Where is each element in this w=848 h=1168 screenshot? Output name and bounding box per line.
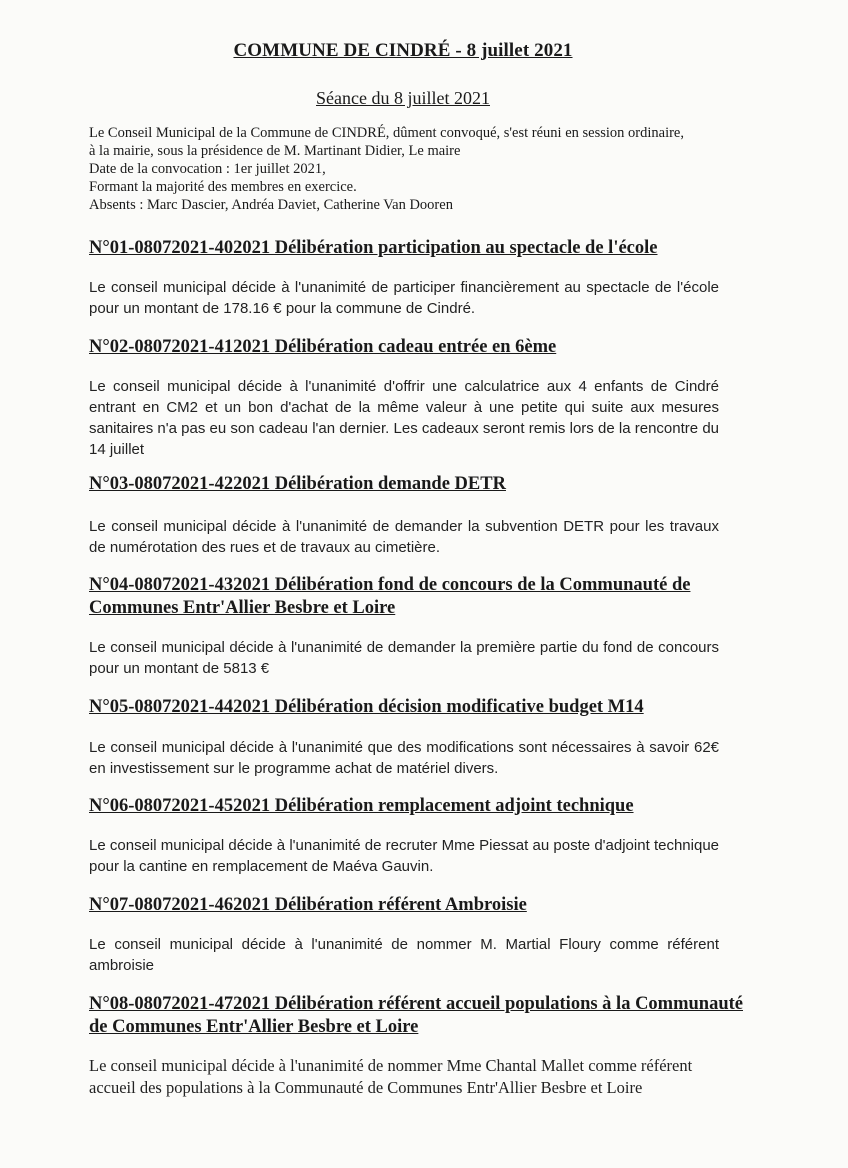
deliberation-text-05: Le conseil municipal décide à l'unanimité que des modifications sont nécessaires à savoir 62€ en investissement sur le programme achat de matériel divers.: [89, 739, 719, 777]
intro-line: Date de la convocation : 1er juillet 2021,: [89, 161, 326, 177]
deliberation-title-06: N°06-08072021-452021 Délibération remplacement adjoint technique: [89, 796, 634, 816]
deliberation-title-04: N°04-08072021-432021 Délibération fond de concours de la Communauté de Communes Entr'Allier Besbre et Loire: [89, 575, 691, 618]
deliberation-text-03: Le conseil municipal décide à l'unanimité de demander la subvention DETR pour les travaux de numérotation des rues et de travaux au cimetière.: [89, 518, 719, 556]
intro-paragraph: [89, 124, 739, 214]
deliberation-text-08: Le conseil municipal décide à l'unanimité de nommer Mme Chantal Mallet comme référent accueil des populations à la Communauté de Communes Entr'Allier Besbre et Loire: [89, 1056, 693, 1097]
session-subtitle: Séance du 8 juillet 2021: [316, 88, 490, 108]
deliberation-title-07: N°07-08072021-462021 Délibération référent Ambroisie: [89, 895, 527, 915]
deliberation-text-06: Le conseil municipal décide à l'unanimité de recruter Mme Piessat au poste d'adjoint technique pour la cantine en remplacement de Maéva Gauvin.: [89, 837, 719, 875]
deliberation-text-04: Le conseil municipal décide à l'unanimité de demander la première partie du fond de concours pour un montant de 5813 €: [89, 639, 719, 677]
deliberation-title-03: N°03-08072021-422021 Délibération demande DETR: [89, 474, 506, 494]
page-title: COMMUNE DE CINDRÉ - 8 juillet 2021: [233, 40, 573, 61]
intro-line: Absents : Marc Dascier, Andréa Daviet, Catherine Van Dooren: [89, 197, 453, 213]
deliberation-text-02: Le conseil municipal décide à l'unanimité d'offrir une calculatrice aux 4 enfants de Cindré entrant en CM2 et un bon d'achat de la même valeur à une petite qui suite aux mesures sanitaires n'a pas eu son cadeau l'an dernier. Les cadeaux seront remis lors de la rencontre du 14 juillet: [89, 378, 719, 458]
deliberation-title-01: N°01-08072021-402021 Délibération participation au spectacle de l'école: [89, 238, 658, 258]
intro-line: à la mairie, sous la présidence de M. Martinant Didier, Le maire: [89, 143, 461, 159]
deliberation-text-01: Le conseil municipal décide à l'unanimité de participer financièrement au spectacle de l'école pour un montant de 178.16 € pour la commune de Cindré.: [89, 279, 719, 317]
deliberation-title-08: N°08-08072021-472021 Délibération référent accueil populations à la Communauté de Communes Entr'Allier Besbre et Loire: [89, 994, 743, 1037]
intro-line: Le Conseil Municipal de la Commune de CINDRÉ, dûment convoqué, s'est réuni en session ordinaire,: [89, 125, 684, 141]
deliberation-title-05: N°05-08072021-442021 Délibération décision modificative budget M14: [89, 697, 644, 717]
deliberation-text-07: Le conseil municipal décide à l'unanimité de nommer M. Martial Floury comme référent ambroisie: [89, 936, 719, 974]
intro-line: Formant la majorité des membres en exercice.: [89, 179, 357, 195]
deliberation-title-02: N°02-08072021-412021 Délibération cadeau entrée en 6ème: [89, 337, 557, 357]
